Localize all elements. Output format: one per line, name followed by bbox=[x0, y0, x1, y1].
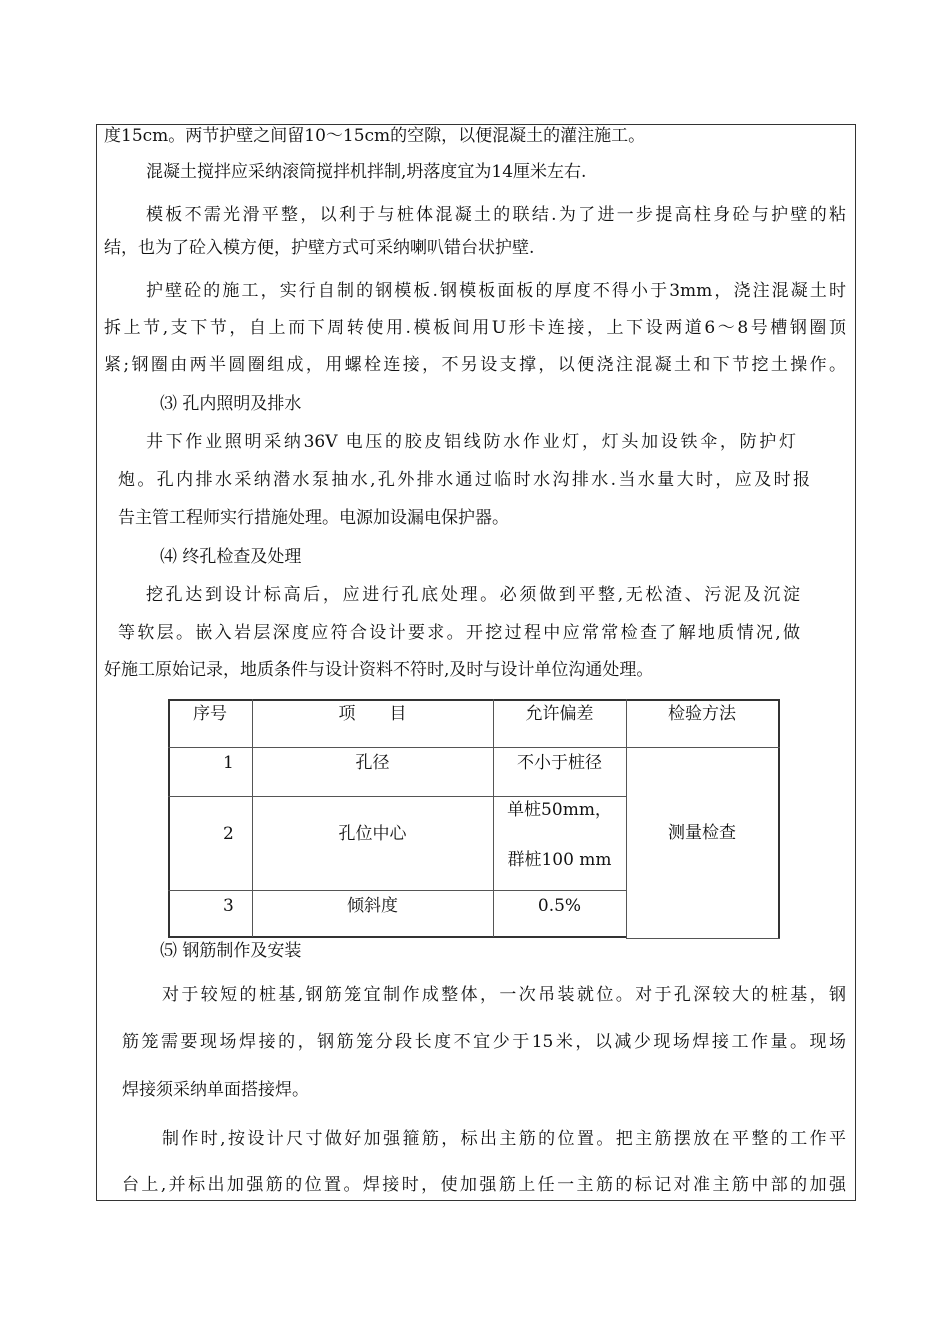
row-tolerance: 不小于桩径 bbox=[517, 753, 602, 773]
section-heading: ⑷ 终孔检查及处理 bbox=[160, 547, 302, 567]
row-tolerance: 群桩100 mm bbox=[507, 850, 612, 870]
header-item: 项 目 bbox=[338, 704, 407, 724]
row-item: 倾斜度 bbox=[347, 896, 398, 916]
row-tolerance: 单桩50mm， bbox=[507, 800, 612, 820]
section-heading: ⑶ 孔内照明及排水 bbox=[160, 394, 302, 414]
paragraph-line: 挖孔达到设计标高后，应进行孔底处理。必须做到平整,无松渣、污泥及沉淀 bbox=[146, 585, 800, 605]
paragraph-line: 等软层。嵌入岩层深度应符合设计要求。开挖过程中应常常检查了解地质情况,做 bbox=[118, 623, 800, 643]
paragraph-line: 混凝土搅拌应采纳滚筒搅拌机拌制,坍落度宜为14厘米左右. bbox=[146, 162, 587, 182]
paragraph-line: 紧;钢圈由两半圆圈组成，用螺栓连接，不另设支撑，以便浇注混凝土和下节挖土操作。 bbox=[104, 355, 846, 375]
tolerance-table bbox=[168, 699, 780, 939]
section-heading: ⑸ 钢筋制作及安装 bbox=[160, 941, 302, 961]
paragraph-line: 好施工原始记录，地质条件与设计资料不符时,及时与设计单位沟通处理。 bbox=[104, 660, 654, 680]
row-no: 2 bbox=[223, 824, 234, 844]
paragraph-line: 焊接须采纳单面搭接焊。 bbox=[122, 1080, 309, 1100]
paragraph-line: 井下作业照明采纳36V 电压的胶皮铝线防水作业灯，灯头加设铁伞，防护灯 bbox=[146, 432, 796, 452]
paragraph-line: 筋笼需要现场焊接的，钢筋笼分段长度不宜少于15米，以减少现场焊接工作量。现场 bbox=[122, 1032, 846, 1052]
header-no: 序号 bbox=[193, 704, 227, 724]
paragraph-line: 拆上节,支下节，自上而下周转使用.模板间用U形卡连接，上下设两道6～8号槽钢圈顶 bbox=[104, 318, 846, 338]
method-cell: 测量检查 bbox=[668, 823, 736, 843]
paragraph-line: 度15cm。两节护壁之间留10～15cm的空隙，以便混凝土的灌注施工。 bbox=[104, 126, 646, 146]
paragraph-line: 炮。孔内排水采纳潜水泵抽水,孔外排水通过临时水沟排水.当水量大时，应及时报 bbox=[118, 470, 810, 490]
row-item: 孔位中心 bbox=[338, 824, 407, 844]
row-no: 1 bbox=[223, 753, 234, 773]
row-item: 孔径 bbox=[355, 753, 390, 773]
paragraph-line: 结，也为了砼入模方便，护壁方式可采纳喇叭错台状护壁. bbox=[104, 238, 535, 258]
header-tolerance: 允许偏差 bbox=[525, 704, 594, 724]
row-no: 3 bbox=[223, 896, 234, 916]
row-tolerance: 0.5% bbox=[537, 896, 582, 916]
paragraph-line: 告主管工程师实行措施处理。电源加设漏电保护器。 bbox=[118, 508, 509, 528]
paragraph-line: 台上,并标出加强筋的位置。焊接时，使加强筋上任一主筋的标记对准主筋中部的加强 bbox=[122, 1175, 846, 1195]
paragraph-line: 模板不需光滑平整，以利于与桩体混凝土的联结.为了进一步提高柱身砼与护壁的粘 bbox=[146, 205, 846, 225]
paragraph-line: 制作时,按设计尺寸做好加强箍筋，标出主筋的位置。把主筋摆放在平整的工作平 bbox=[162, 1129, 846, 1149]
header-method: 检验方法 bbox=[668, 704, 736, 724]
paragraph-line: 对于较短的桩基,钢筋笼宜制作成整体，一次吊装就位。对于孔深较大的桩基，钢 bbox=[162, 985, 846, 1005]
paragraph-line: 护壁砼的施工，实行自制的钢模板.钢模板面板的厚度不得小于3mm，浇注混凝土时 bbox=[146, 281, 846, 301]
